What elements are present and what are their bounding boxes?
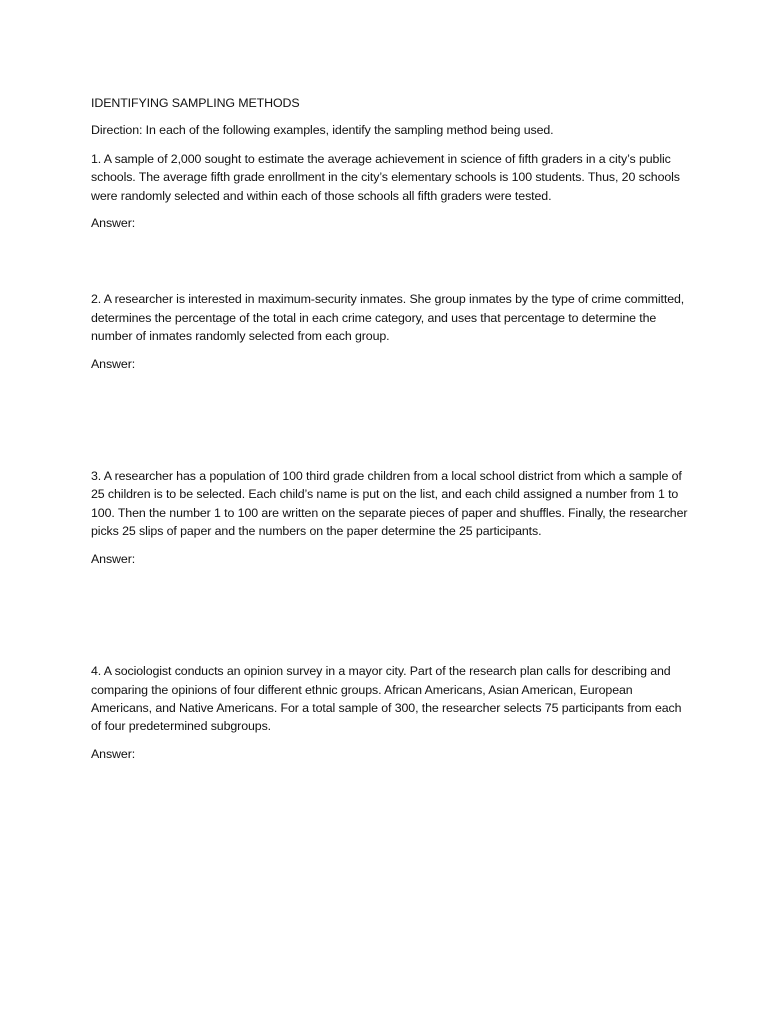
question-3-answer-space <box>91 568 691 662</box>
question-3-answer-label: Answer: <box>91 551 136 566</box>
question-4-answer-label: Answer: <box>91 746 136 761</box>
document-title: IDENTIFYING SAMPLING METHODS <box>91 96 300 110</box>
question-1-text: 1. A sample of 2,000 sought to estimate the average achievement in science of fifth graders in a city’s public schools. The average fifth grade enrollment in the city’s elementary schools is 100 students. Thus, 20 schools were randomly selected and within each of those schools all fifth graders were tested. <box>91 151 680 203</box>
question-3-text: 3. A researcher has a population of 100 third grade children from a local school district from which a sample of 25 children is to be selected. Each child’s name is put on the list, and each child assigned a number from 1 to 100. Then the number 1 to 100 are written on the separate pieces of paper and shuffles. Finally, the researcher picks 25 slips of paper and the numbers on the paper determine the 25 participants. <box>91 469 688 539</box>
question-2-text: 2. A researcher is interested in maximum-security inmates. She group inmates by the type of crime committed, determines the percentage of the total in each crime category, and uses that percentage to determine the number of inmates randomly selected from each group. <box>91 292 685 344</box>
question-1-answer-space <box>91 232 691 290</box>
direction-text: Direction: In each of the following examples, identify the sampling method being used. <box>91 123 554 138</box>
question-2-answer-space <box>91 373 691 467</box>
question-2-answer-label: Answer: <box>91 356 136 371</box>
document-content <box>91 94 691 763</box>
question-4-text: 4. A sociologist conducts an opinion survey in a mayor city. Part of the research plan calls for describing and comparing the opinions of four different ethnic groups. African Americans, Asian American, European Americans, and Native Americans. For a total sample of 300, the researcher selects 75 participants from each of four predetermined subgroups. <box>91 664 682 734</box>
question-1-answer-label: Answer: <box>91 216 136 231</box>
